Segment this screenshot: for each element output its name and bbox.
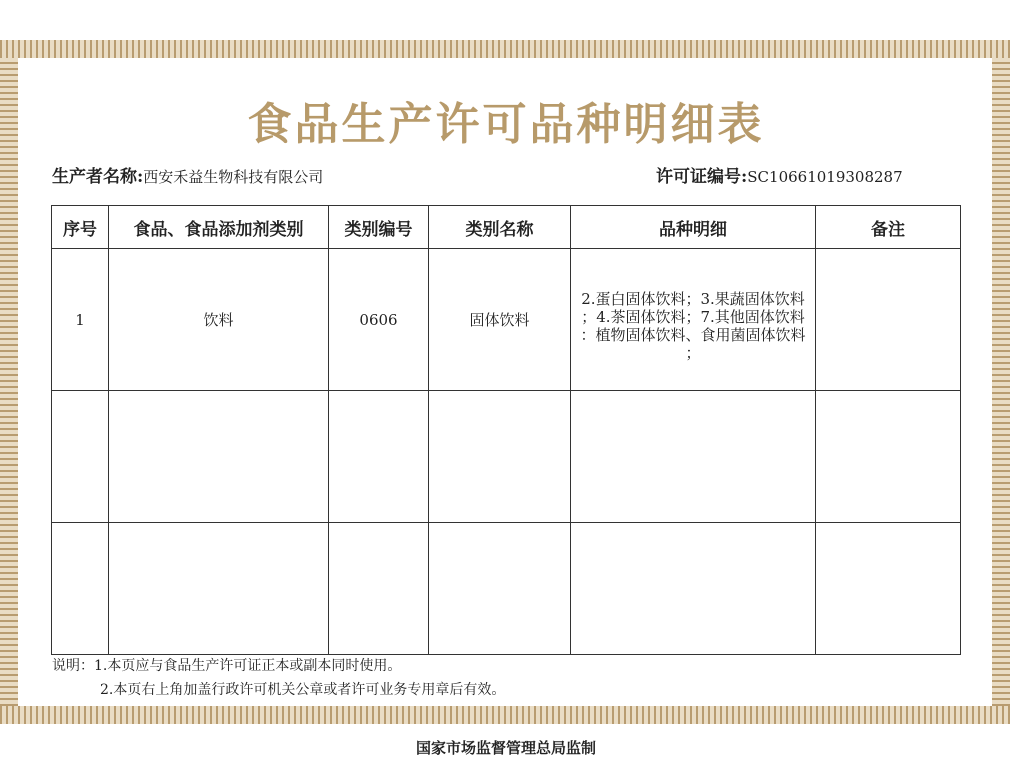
cell-code: 0606	[329, 249, 429, 391]
header-code: 类别编号	[329, 206, 429, 249]
license-label: 许可证编号:	[656, 167, 748, 187]
table-header-row	[52, 206, 961, 249]
producer-name: 西安禾益生物科技有限公司	[143, 168, 324, 186]
cell-category: 饮料	[109, 249, 329, 391]
header-category: 食品、食品添加剂类别	[109, 206, 329, 249]
page-title: 食品生产许可品种明细表	[247, 99, 765, 150]
header-name: 类别名称	[429, 206, 571, 249]
producer-label: 生产者名称:	[52, 167, 144, 187]
notes-label: 说明：	[52, 658, 94, 674]
table-row	[52, 523, 961, 655]
detail-line: ；	[685, 343, 701, 362]
producer-info	[52, 162, 323, 187]
cell-name	[429, 391, 571, 523]
table-row	[52, 391, 961, 523]
cell-name: 固体饮料	[429, 249, 571, 391]
detail-line: 2.蛋白固体饮料；3.果蔬固体饮料	[581, 289, 805, 308]
license-info	[656, 162, 903, 187]
cell-name	[429, 523, 571, 655]
cell-remark	[816, 391, 961, 523]
cell-remark	[816, 523, 961, 655]
cell-seq	[52, 391, 109, 523]
detail-line: ；4.茶固体饮料；7.其他固体饮料	[581, 307, 805, 326]
header-remark: 备注	[816, 206, 961, 249]
note-item: 2.本页右上角加盖行政许可机关公章或者许可业务专用章后有效。	[100, 682, 506, 698]
table-row	[52, 249, 961, 391]
cell-detail	[571, 249, 816, 391]
header-detail: 品种明细	[571, 206, 816, 249]
cell-code	[329, 391, 429, 523]
cell-category	[109, 391, 329, 523]
notes	[52, 654, 505, 702]
cell-code	[329, 523, 429, 655]
cell-detail	[571, 391, 816, 523]
cell-detail	[571, 523, 816, 655]
variety-table	[51, 205, 961, 655]
license-number: SC10661019308287	[747, 168, 903, 186]
header-seq: 序号	[52, 206, 109, 249]
detail-line: ：植物固体饮料、食用菌固体饮料	[580, 325, 806, 344]
cell-category	[109, 523, 329, 655]
cell-seq	[52, 523, 109, 655]
issuer-footer: 国家市场监督管理总局监制	[415, 739, 596, 757]
cell-remark	[816, 249, 961, 391]
cell-seq: 1	[52, 249, 109, 391]
note-item: 1.本页应与食品生产许可证正本或副本同时使用。	[94, 658, 402, 674]
